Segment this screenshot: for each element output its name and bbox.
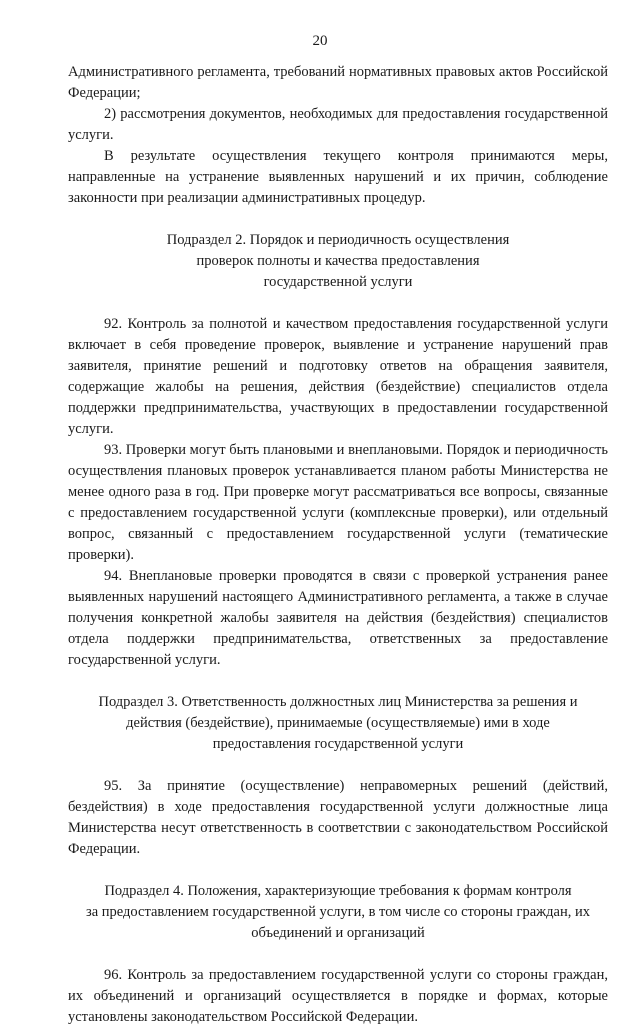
paragraph-96: 96. Контроль за предоставлением государственной услуги со стороны граждан, их объединений и организаций осуществляется в порядке и формах, которые установлены законодательством Российской Федерации. [68, 967, 608, 1025]
paragraph-94: 94. Внеплановые проверки проводятся в связи с проверкой устранения ранее выявленных нарушений настоящего Административного регламента, а также в случае получения конкретной жалобы заявителя на действия (бездействия) специалистов отдела поддержки предпринимательства, ответственных за предоставление государственной услуги. [68, 568, 608, 668]
paragraph-control-result: В результате осуществления текущего контроля принимаются меры, направленные на устранение выявленных нарушений и их причин, соблюдение законности при реализации административных процедур. [68, 148, 608, 206]
section-4-heading-line: Подраздел 4. Положения, характеризующие требования к формам контроля [104, 883, 572, 899]
section-4-heading-line: объединений и организаций [251, 925, 425, 941]
page-content [68, 62, 608, 1028]
paragraph-93: 93. Проверки могут быть плановыми и внеплановыми. Порядок и периодичность осуществления плановых проверок устанавливается планом работы Министерства не менее одного раза в год. При проверке могут рассматриваться все вопросы, связанные с предоставлением государственной услуги (комплексные проверки), или отдельный вопрос, связанный с предоставлением государственной услуги (тематические проверки). [68, 442, 608, 563]
section-4-heading [68, 881, 608, 944]
section-3-heading-line: Подраздел 3. Ответственность должностных лиц Министерства за решения и [98, 694, 578, 710]
section-4-heading-line: за предоставлением государственной услуги, в том числе со стороны граждан, их [85, 904, 591, 920]
paragraph-continuation: Административного регламента, требований нормативных правовых актов Российской Федерации; [68, 64, 608, 101]
paragraph-95: 95. За принятие (осуществление) неправомерных решений (действий, бездействия) в ходе предоставления государственной услуги должностные лица Министерства несут ответственность в соответствии с законодательством Российской Федерации. [68, 778, 608, 857]
section-3-heading [68, 692, 608, 755]
paragraph-92: 92. Контроль за полнотой и качеством предоставления государственной услуги включает в себя проведение проверок, выявление и устранение нарушений прав заявителя, принятие решений и подготовку ответов на обращения заявителя, содержащие жалобы на решения, действия (бездействие) специалистов отдела поддержки предпринимательства, участвующих в предоставлении государственной услуги. [68, 316, 608, 437]
page-number: 20 [312, 33, 328, 49]
section-2-heading-line: проверок полноты и качества предоставления [196, 253, 480, 269]
section-3-heading-line: предоставления государственной услуги [212, 736, 464, 752]
section-2-heading-line: государственной услуги [263, 274, 413, 290]
paragraph-list-item-2: 2) рассмотрения документов, необходимых для предоставления государственной услуги. [68, 106, 608, 143]
section-3-heading-line: действия (бездействие), принимаемые (осуществляемые) ими в ходе [126, 715, 550, 731]
section-2-heading-line: Подраздел 2. Порядок и периодичность осуществления [166, 232, 510, 248]
section-2-heading [68, 230, 608, 293]
